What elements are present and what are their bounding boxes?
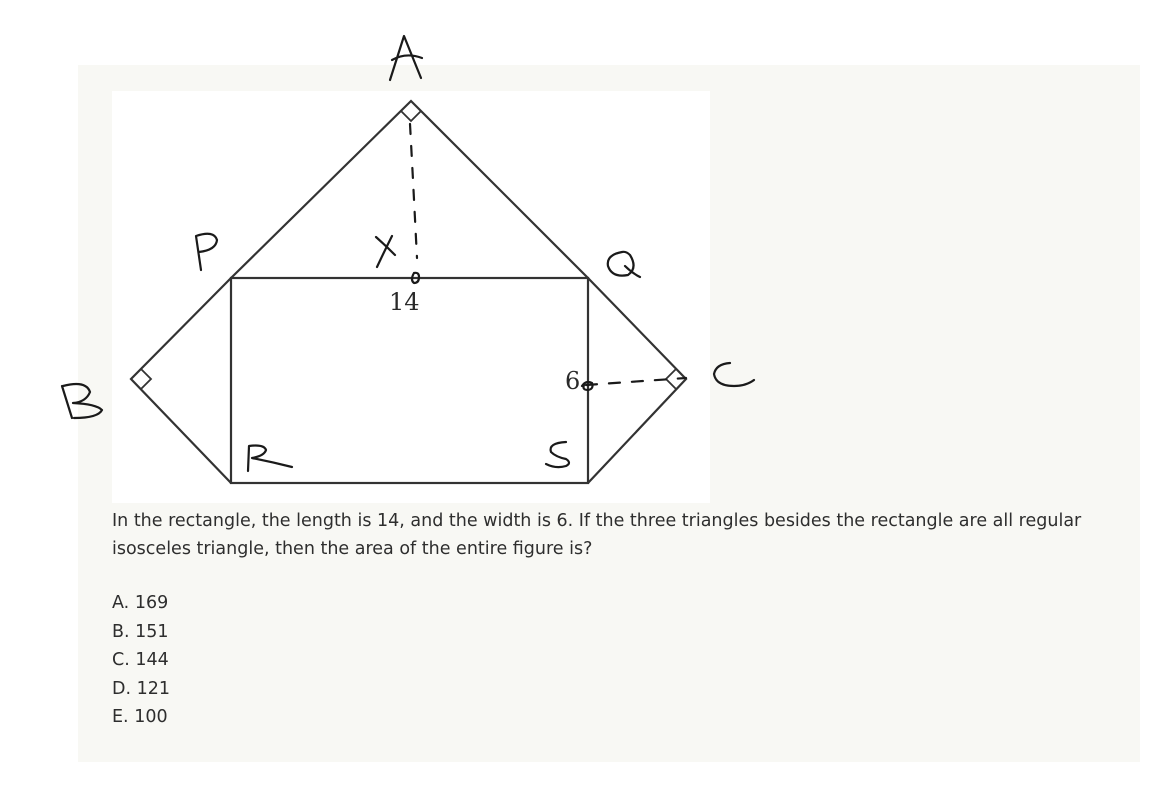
choice-a-letter: A. — [112, 593, 130, 613]
choice-b-letter: B. — [112, 621, 130, 642]
right-angle-marker-left — [141, 369, 151, 389]
choice-d-letter: D. — [112, 678, 132, 699]
altitude-dashed-line-a — [410, 124, 417, 258]
handwritten-label-x — [376, 236, 395, 267]
question-text: In the rectangle, the length is 14, and the width is 6. If the three triangles besides the rectangle are all regular isosceles triangle, then the area of the entire figure is? — [112, 511, 1082, 559]
choice-e-letter: E. — [112, 707, 129, 727]
handwritten-annotations — [62, 36, 754, 471]
length-label: 14 — [389, 288, 420, 316]
choice-a[interactable] — [112, 589, 170, 618]
choice-d-value: 121 — [136, 678, 171, 699]
choice-a-value: 169 — [134, 593, 169, 613]
choice-c[interactable] — [112, 646, 170, 675]
handwritten-label-a — [390, 36, 422, 80]
width-label: 6 — [565, 367, 581, 395]
choice-c-letter: C. — [112, 650, 130, 670]
right-angle-marker-top — [401, 111, 421, 121]
handwritten-label-s — [546, 442, 569, 467]
handwritten-label-c — [714, 363, 754, 386]
handwritten-label-b — [62, 384, 102, 418]
choice-c-value: 144 — [135, 650, 169, 670]
choice-d[interactable] — [112, 675, 170, 704]
handwritten-label-r — [248, 446, 292, 472]
right-angle-marker-right — [666, 369, 676, 389]
handwritten-label-p — [196, 234, 217, 270]
answer-choices — [112, 589, 170, 732]
choice-b[interactable] — [112, 618, 170, 647]
choice-e-value: 100 — [134, 707, 168, 727]
choice-e[interactable] — [112, 703, 170, 732]
handwritten-label-q — [608, 252, 640, 277]
choice-b-value: 151 — [135, 621, 169, 642]
left-triangle — [131, 278, 231, 483]
